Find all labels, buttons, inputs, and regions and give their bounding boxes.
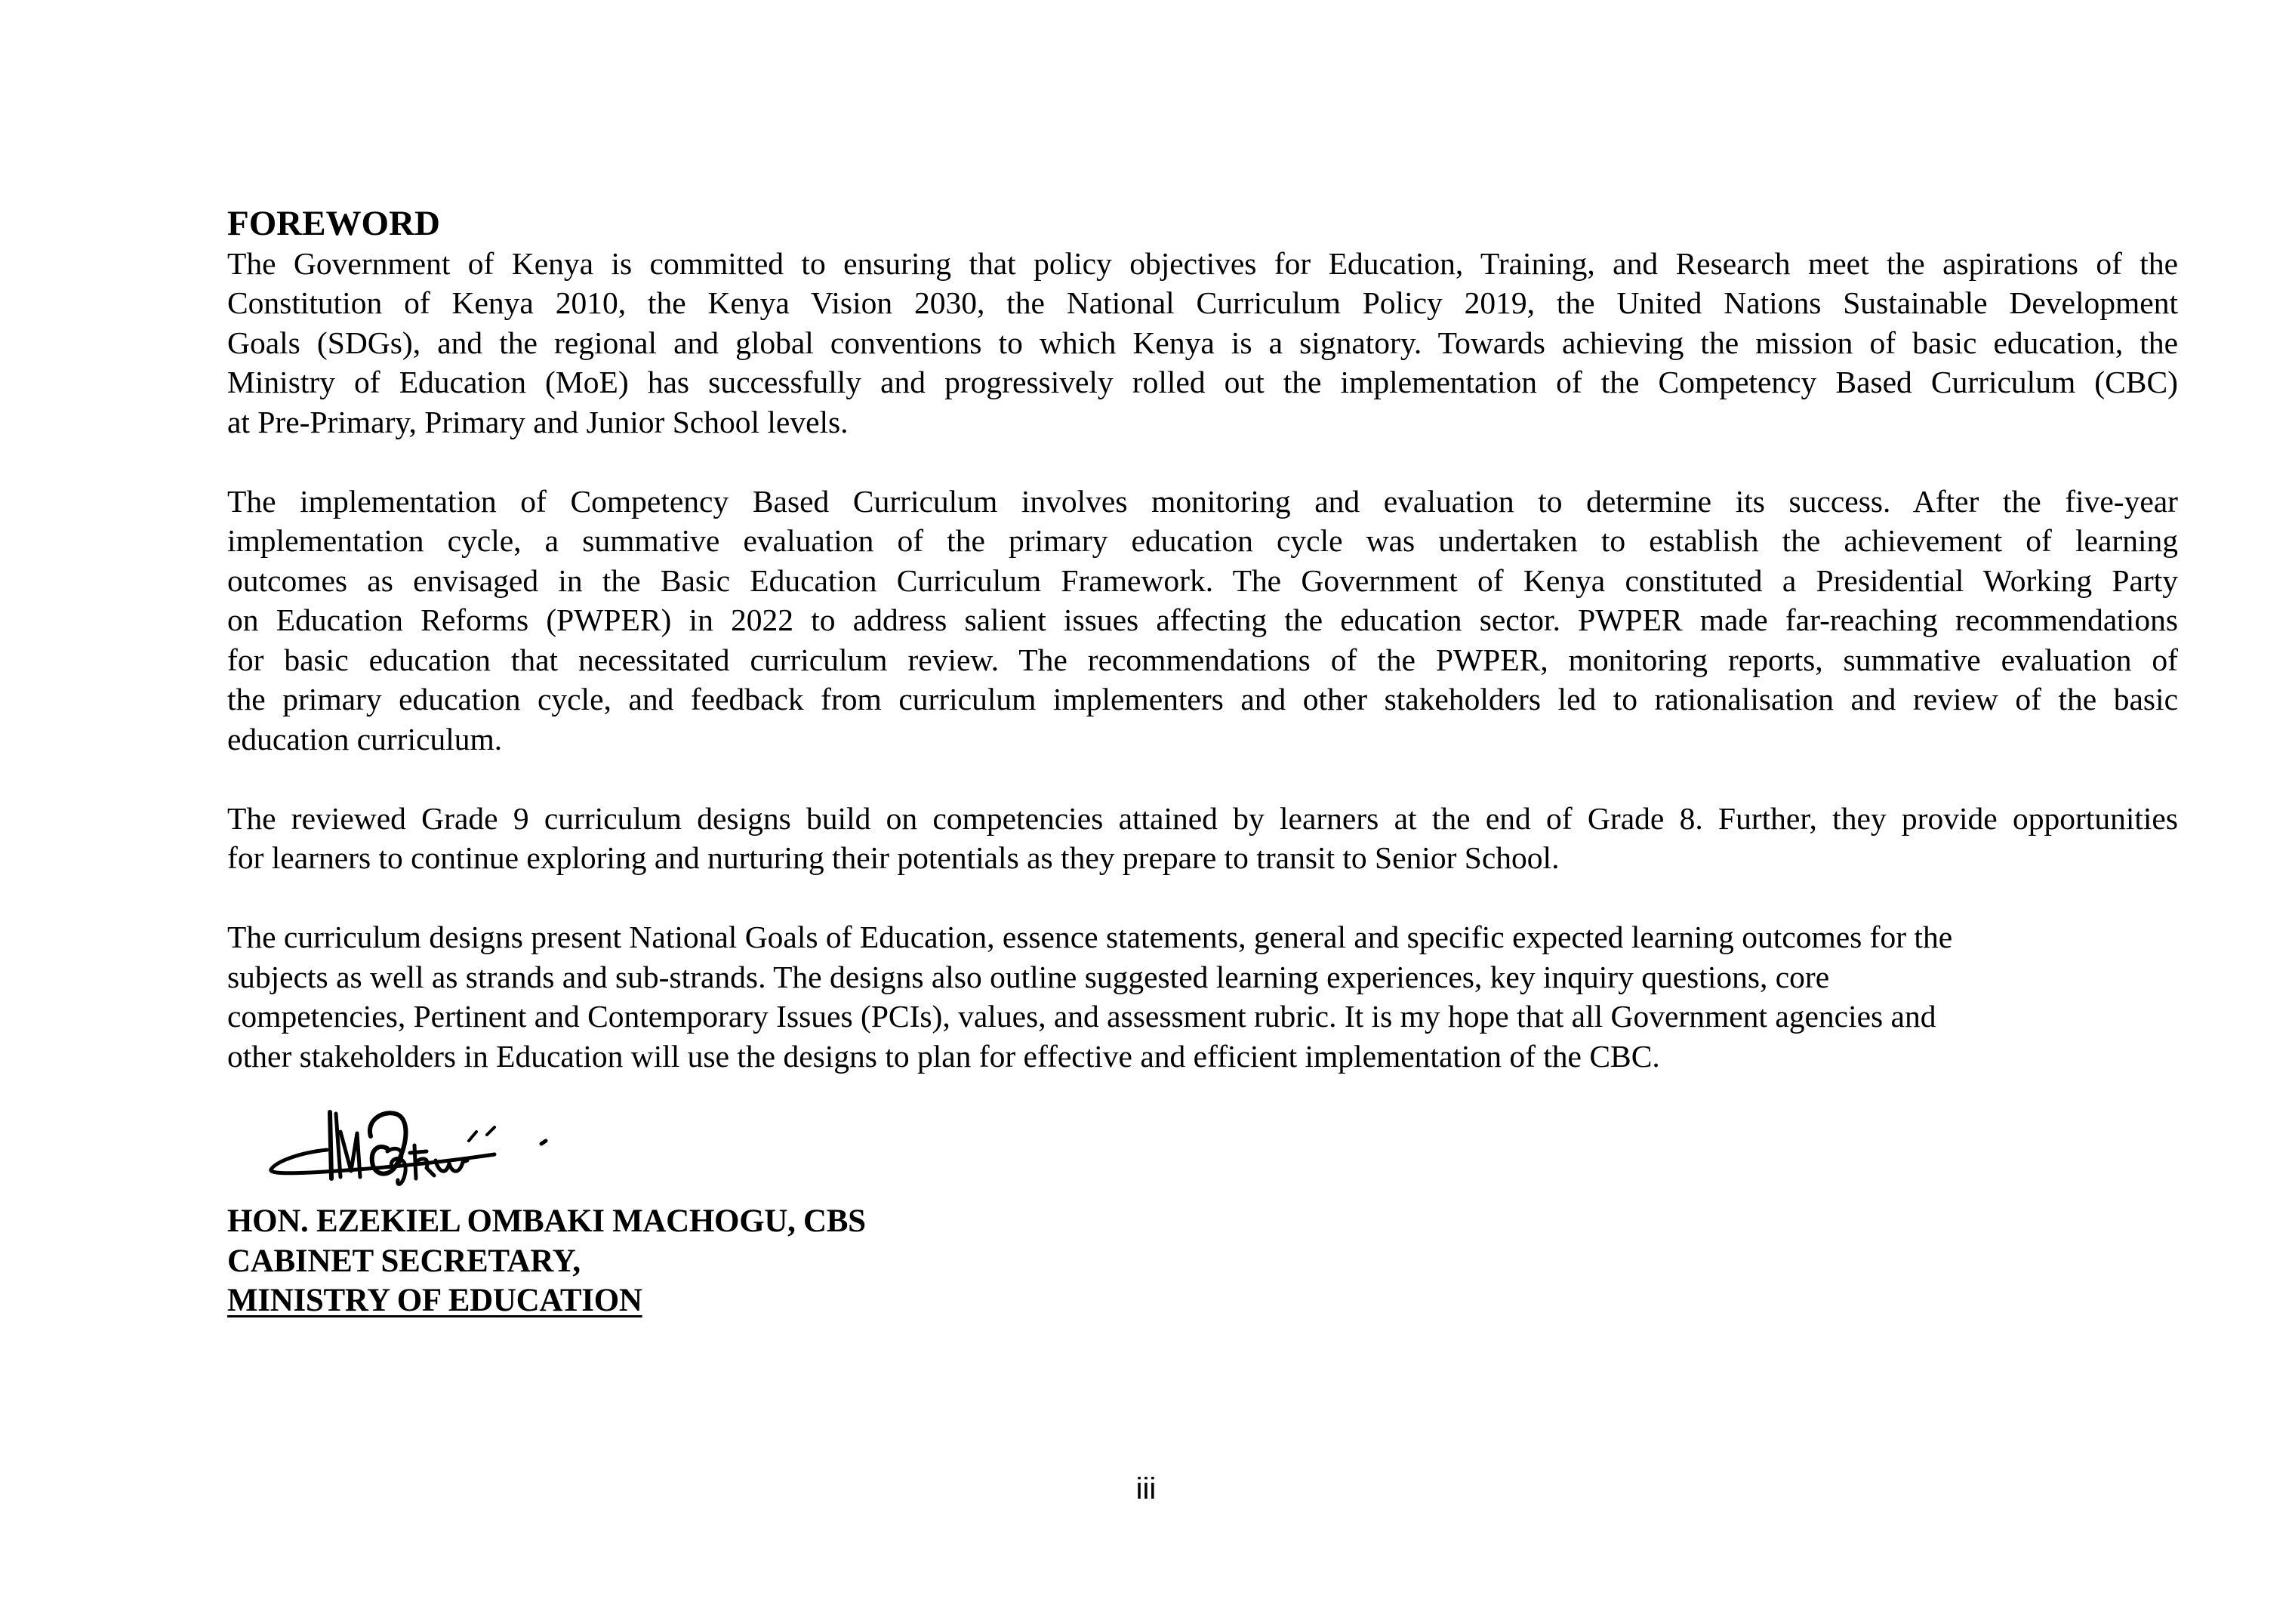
paragraph-2 <box>227 482 2178 760</box>
text-line: for learners to continue exploring and nurturing their potentials as they prepare to transit to Senior School. <box>227 840 1560 875</box>
signature-icon <box>268 1106 555 1191</box>
signatory-ministry-text: MINISTRY OF EDUCATION <box>227 1283 642 1318</box>
text-line: for basic education that necessitated curriculum review. The recommendations of the PWPER, monitoring reports, summative evaluation of <box>227 642 2178 677</box>
text-line: subjects as well as strands and sub-strands. The designs also outline suggested learning experiences, key inquiry questions, core <box>227 959 1830 994</box>
text-line: implementation cycle, a summative evaluation of the primary education cycle was undertaken to establish the achievement of learning <box>227 523 2178 558</box>
text-line: The Government of Kenya is committed to ensuring that policy objectives for Education, Training, and Research meet the aspirations of the <box>227 245 2178 281</box>
signatory-name: HON. EZEKIEL OMBAKI MACHOGU, CBS <box>227 1203 866 1239</box>
foreword-section <box>227 204 2178 1116</box>
text-line: Goals (SDGs), and the regional and global conventions to which Kenya is a signatory. Towards achieving the mission of basic education, the <box>227 325 2178 360</box>
text-line: Ministry of Education (MoE) has successfully and progressively rolled out the implementation of the Competency Based Curriculum (CBC) <box>227 365 2178 399</box>
text-line: The reviewed Grade 9 curriculum designs build on competencies attained by learners at the end of Grade 8. Further, they provide opportunities <box>227 800 2178 836</box>
signatory-block <box>227 1202 866 1321</box>
paragraph-3 <box>227 799 2178 878</box>
text-line: competencies, Pertinent and Contemporary Issues (PCIs), values, and assessment rubric. It is my hope that all Government agencies and <box>227 999 1936 1034</box>
text-line: The implementation of Competency Based Curriculum involves monitoring and evaluation to determine its success. After the five-year <box>227 483 2178 519</box>
text-line: the primary education cycle, and feedback from curriculum implementers and other stakeholders led to rationalisation and review of the basic <box>227 682 2178 716</box>
text-line: on Education Reforms (PWPER) in 2022 to address salient issues affecting the education sector. PWPER made far-reaching recommendations <box>227 602 2178 637</box>
page-number: iii <box>1135 1472 1157 1505</box>
page-title: FOREWORD <box>227 204 440 243</box>
text-line: outcomes as envisaged in the Basic Education Curriculum Framework. The Government of Kenya constituted a Presidential Working Party <box>227 562 2178 598</box>
text-line: at Pre-Primary, Primary and Junior School levels. <box>227 404 849 439</box>
text-line: The curriculum designs present National Goals of Education, essence statements, general and specific expected learning outcomes for the <box>227 920 1953 954</box>
text-line: Constitution of Kenya 2010, the Kenya Vision 2030, the National Curriculum Policy 2019, the United Nations Sustainable Development <box>227 285 2178 320</box>
signatory-title: CABINET SECRETARY, <box>227 1243 581 1279</box>
paragraph-4 <box>227 917 2178 1076</box>
paragraph-1 <box>227 244 2178 442</box>
signatory-ministry <box>227 1281 866 1321</box>
text-line: education curriculum. <box>227 721 503 757</box>
text-line: other stakeholders in Education will use the designs to plan for effective and efficient implementation of the CBC. <box>227 1038 1660 1074</box>
